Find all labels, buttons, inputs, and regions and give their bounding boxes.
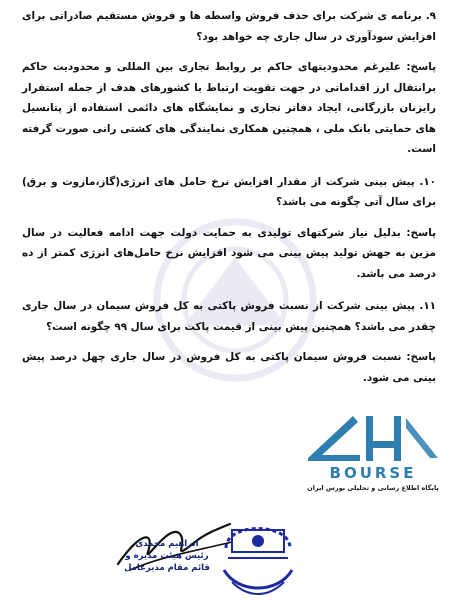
answer-10: [22, 223, 436, 285]
signatory-name: ابراهیم محمدی: [135, 539, 199, 549]
answer-label: پاسخ:: [406, 351, 436, 363]
bourse-logo: [298, 408, 448, 500]
signatory-title-2: قائم مقام مدیرعامل: [124, 563, 210, 573]
signatory-title-1: رئیس هیئت مدیره و: [125, 551, 209, 561]
answer-11: [22, 347, 436, 388]
question-11: ۱۱. پیش بینی شرکت از نسبت فروش پاکتی به کل فروش سیمان در سال جاری چقدر می باشد؟ همچنین پیش بینی از قیمت پاکت برای سال ۹۹ چگونه است؟: [22, 300, 436, 333]
answer-label: پاسخ:: [406, 226, 437, 239]
question-10: ۱۰. پیش بینی شرکت از مقدار افزایش نرخ حامل های انرژی(گاز،مازوت و برق) برای سال آتی چگونه می باشد؟: [22, 175, 436, 208]
question-9: ۹. برنامه ی شرکت برای حذف فروش واسطه ها و فروش مستقیم صادراتی برای افزایش سودآوری در سال جاری چه خواهد بود؟: [22, 10, 436, 43]
answer-label: پاسخ:: [406, 61, 437, 73]
signatory-block: [112, 538, 222, 574]
answer-text: نسبت فروش سیمان پاکتی به کل فروش در سال جاری چهل درصد پیش بینی می شود.: [22, 351, 436, 384]
logo-wordmark: BOURSE: [329, 464, 417, 482]
document-body: [22, 6, 436, 400]
bourse-24-logo-icon: [298, 408, 448, 466]
logo-tagline: پایگاه اطلاع رسانی و تحلیلی بورس ایران: [307, 484, 439, 492]
company-stamp-icon: [218, 508, 298, 604]
answer-9: [22, 57, 436, 160]
answer-text: بدلیل نیاز شرکتهای تولیدی به حمایت دولت جهت ادامه فعالیت در سال مزین به جهش تولید پیش بینی می شود افزایش نرخ حامل‌های انرژی کمتر از ده درصد می باشد.: [22, 226, 436, 280]
answer-text: علیرغم محدودیتهای حاکم بر روابط تجاری بین المللی و محدودیت حاکم برانتقال ارز اقداماتی در جهت تقویت ارتباط با کشورهای هدف از جمله استقرار رایزنان بازرگانی، ایجاد دفاتر تجاری و نمایشگاه های دائمی استفاده از پتانسیل های حمایتی بانک ملی ، همچنین همکاری نمایندگی های کشتی رانی صورت گرفته است.: [22, 61, 436, 155]
